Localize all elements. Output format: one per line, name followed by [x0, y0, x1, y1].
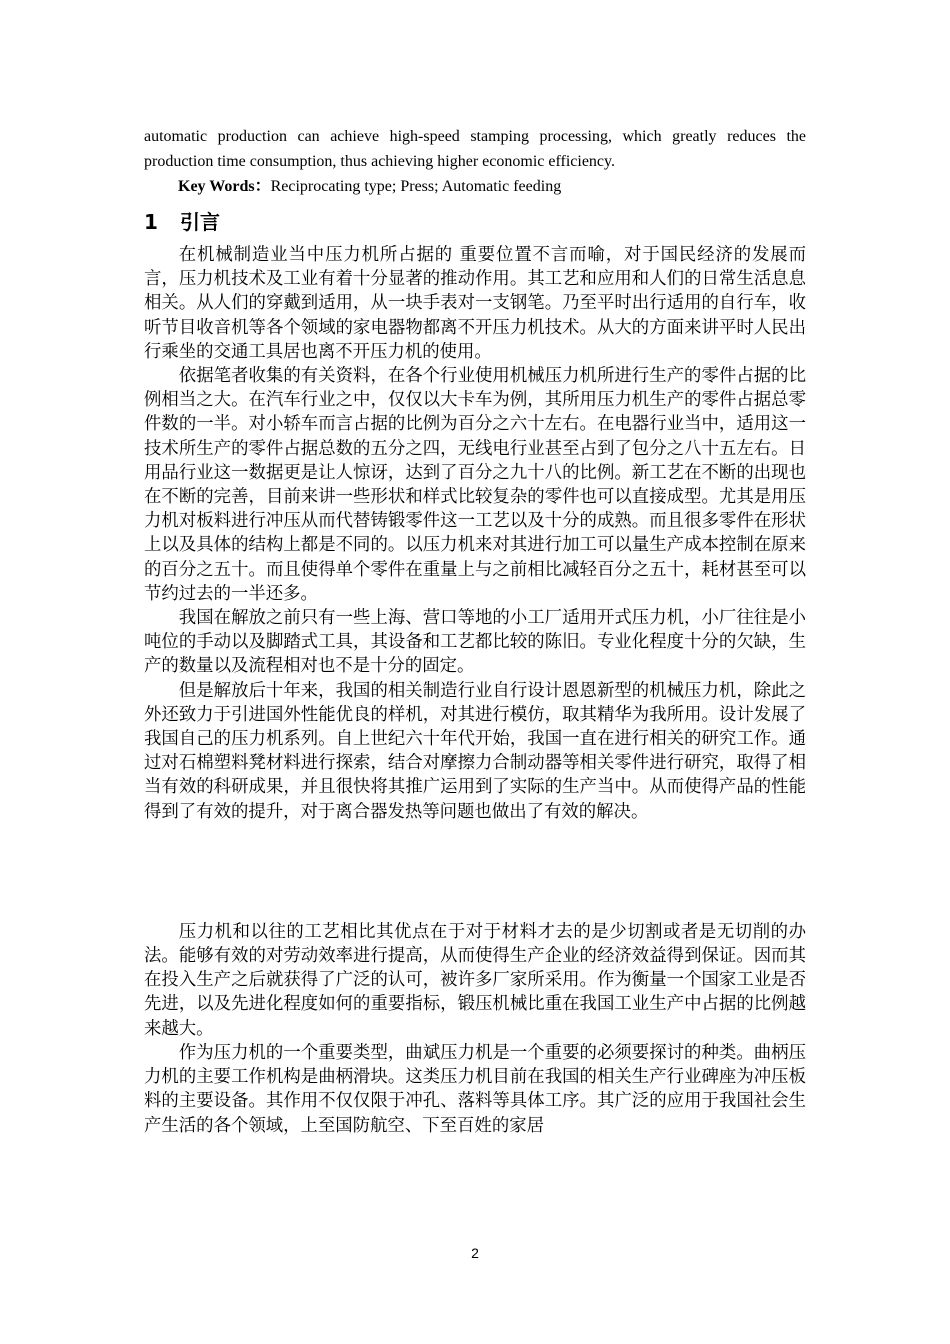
blank-gap: [144, 824, 806, 920]
body-paragraph: 我国在解放之前只有一些上海、营口等地的小工厂适用开式压力机，小厂往往是小吨位的手动以及脚踏式工具，其设备和工艺都比较的陈旧。专业化程度十分的欠缺，生产的数量以及流程相对也不是十分的固定。: [144, 608, 806, 677]
body-paragraph: 在机械制造业当中压力机所占据的 重要位置不言而喻，对于国民经济的发展而言，压力机技术及工业有着十分显著的推动作用。其工艺和应用和人们的日常生活息息相关。从人们的穿戴到适用，从一块手表对一支钢笔。乃至平时出行适用的自行车，收听节目收音机等各个领域的家电器物都离不开压力机技术。从大的方面来讲平时人民出行乘坐的交通工具居也离不开压力机的使用。: [144, 245, 806, 362]
section-title: 引言: [180, 210, 220, 234]
body-paragraph: 但是解放后十年来，我国的相关制造行业自行设计恩恩新型的机械压力机，除此之外还致力于引进国外性能优良的样机，对其进行模仿，取其精华为我所用。设计发展了我国自己的压力机系列。自上世纪六十年代开始，我国一直在进行相关的研究工作。通过对石棉塑料凳材料进行探索，结合对摩擦力合制动器等相关零件进行研究，取得了相当有效的科研成果，并且很快将其推广运用到了实际的生产当中。从而使得产品的性能得到了有效的提升，对于离合器发热等问题也做出了有效的解决。: [144, 680, 806, 822]
page-content: [144, 124, 806, 1138]
body-paragraph: 依据笔者收集的有关资料，在各个行业使用机械压力机所进行生产的零件占据的比例相当之大。在汽车行业之中，仅仅以大卡车为例，其所用压力机生产的零件占据总零件数的一半。对小轿车而言占据的比例为百分之六十左右。在电器行业当中，适用这一技术所生产的零件占据总数的五分之四，无线电行业甚至占到了包分之八十五左右。日用品行业这一数据更是让人惊讶，达到了百分之九十八的比例。新工艺在不断的出现也在不断的完善，目前来讲一些形状和样式比较复杂的零件也可以直接成型。尤其是用压力机对板料进行冲压从而代替铸锻零件这一工艺以及十分的成熟。而且很多零件在形状上以及具体的结构上都是不同的。以压力机来对其进行加工可以量生产成本控制在原来的百分之五十。而且使得单个零件在重量上与之前相比减轻百分之五十，耗材甚至可以节约过去的一半还多。: [144, 366, 806, 604]
body-paragraph: 作为压力机的一个重要类型，曲斌压力机是一个重要的必须要探讨的种类。曲柄压力机的主要工作机构是曲柄滑块。这类压力机目前在我国的相关生产行业碑座为冲压板料的主要设备。其作用不仅仅限于冲孔、落料等具体工序。其广泛的应用于我国社会生产生活的各个领域，上至国防航空、下至百姓的家居: [144, 1042, 806, 1136]
section-heading: [144, 207, 806, 237]
abstract-continuation: automatic production can achieve high-speed stamping processing, which greatly reduces the production time consumption, thus achieving higher economic efficiency.: [144, 128, 806, 170]
page-number: 2: [471, 1245, 479, 1261]
body-paragraph: 压力机和以往的工艺相比其优点在于对于材料才去的是少切割或者是无切削的办法。能够有效的对劳动效率进行提高，从而使得生产企业的经济效益得到保证。因而其在投入生产之后就获得了广泛的认可，被许多厂家所采用。作为衡量一个国家工业是否先进，以及先进化程度如何的重要指标，锻压机械比重在我国工业生产中占据的比例越来越大。: [144, 921, 806, 1039]
keywords-text: Reciprocating type; Press; Automatic feeding: [270, 178, 562, 195]
section-number: 1: [144, 210, 158, 234]
keywords-label: Key Words：: [178, 178, 271, 195]
keywords-line: [144, 174, 806, 199]
